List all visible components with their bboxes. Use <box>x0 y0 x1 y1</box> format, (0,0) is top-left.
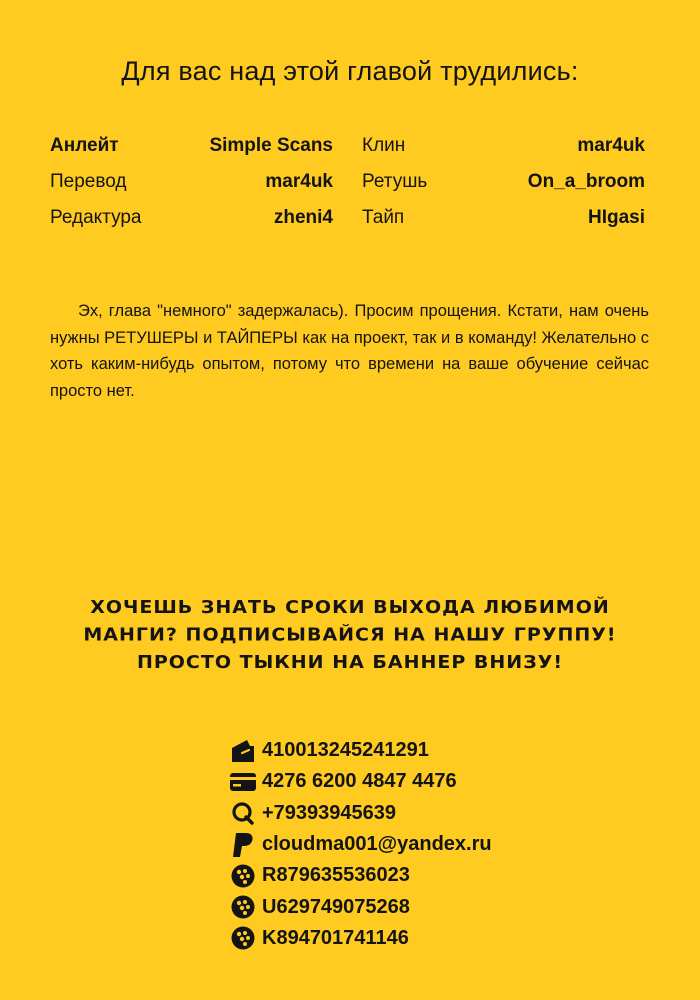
credits-table <box>50 128 645 236</box>
webmoney-icon <box>228 863 258 889</box>
credit-role: Тайп <box>362 207 405 228</box>
paypal-icon <box>228 832 258 858</box>
credit-cell <box>362 207 645 229</box>
credit-name: mar4uk <box>577 135 645 156</box>
credit-name: zheni4 <box>273 207 333 228</box>
payment-item <box>228 891 492 922</box>
payment-item <box>228 829 492 860</box>
credit-cell <box>50 171 333 193</box>
payment-list <box>228 735 492 954</box>
credit-role: Ретушь <box>362 171 428 192</box>
payment-item <box>228 735 492 766</box>
promo-line: ХОЧЕШЬ ЗНАТЬ СРОКИ ВЫХОДА ЛЮБИМОЙ <box>90 597 610 618</box>
payment-value: U629749075268 <box>262 895 410 918</box>
payment-item <box>228 860 492 891</box>
payment-value: R879635536023 <box>262 864 410 887</box>
promo-line: МАНГИ? ПОДПИСЫВАЙСЯ НА НАШУ ГРУППУ! <box>83 624 617 646</box>
credit-name: mar4uk <box>265 171 333 192</box>
credit-cell <box>362 171 645 193</box>
credit-row <box>50 200 645 236</box>
page-title: Для вас над этой главой трудились: <box>121 56 579 86</box>
yandex-money-icon <box>228 738 258 764</box>
credit-card-icon <box>228 769 258 795</box>
credit-role: Клин <box>362 135 406 156</box>
credit-role: Перевод <box>50 171 127 192</box>
qiwi-icon <box>228 800 258 826</box>
payment-value: cloudma001@yandex.ru <box>262 833 492 856</box>
credit-role: Анлейт <box>50 135 119 156</box>
promo-text <box>40 594 660 677</box>
payment-item <box>228 766 492 797</box>
credit-name: Simple Scans <box>209 135 333 156</box>
announcement-paragraph: Эх, глава "немного" задержалась). Просим прощения. Кстати, нам очень нужны РЕТУШЕРЫ и ТАЙПЕРЫ как на проект, так и в команду! Желательно с хоть каким-нибудь опытом, потому что времени на ваше обучение сейчас просто нет. <box>50 302 649 400</box>
payment-value: +79393945639 <box>262 801 397 824</box>
credit-row <box>50 128 645 164</box>
webmoney-icon <box>228 925 258 951</box>
credit-cell <box>50 207 333 229</box>
credit-name: HIgasi <box>587 207 645 228</box>
webmoney-icon <box>228 894 258 920</box>
payment-item <box>228 923 492 954</box>
payment-value: 410013245241291 <box>262 739 429 762</box>
payment-value: K894701741146 <box>262 926 409 949</box>
promo-line: ПРОСТО ТЫКНИ НА БАННЕР ВНИЗУ! <box>136 652 564 673</box>
payment-value: 4276 6200 4847 4476 <box>262 770 457 793</box>
payment-item <box>228 798 492 829</box>
credit-role: Редактура <box>50 207 142 228</box>
credit-cell <box>362 135 645 157</box>
credit-row <box>50 164 645 200</box>
credit-name: On_a_broom <box>527 171 645 192</box>
credit-cell <box>50 135 333 157</box>
